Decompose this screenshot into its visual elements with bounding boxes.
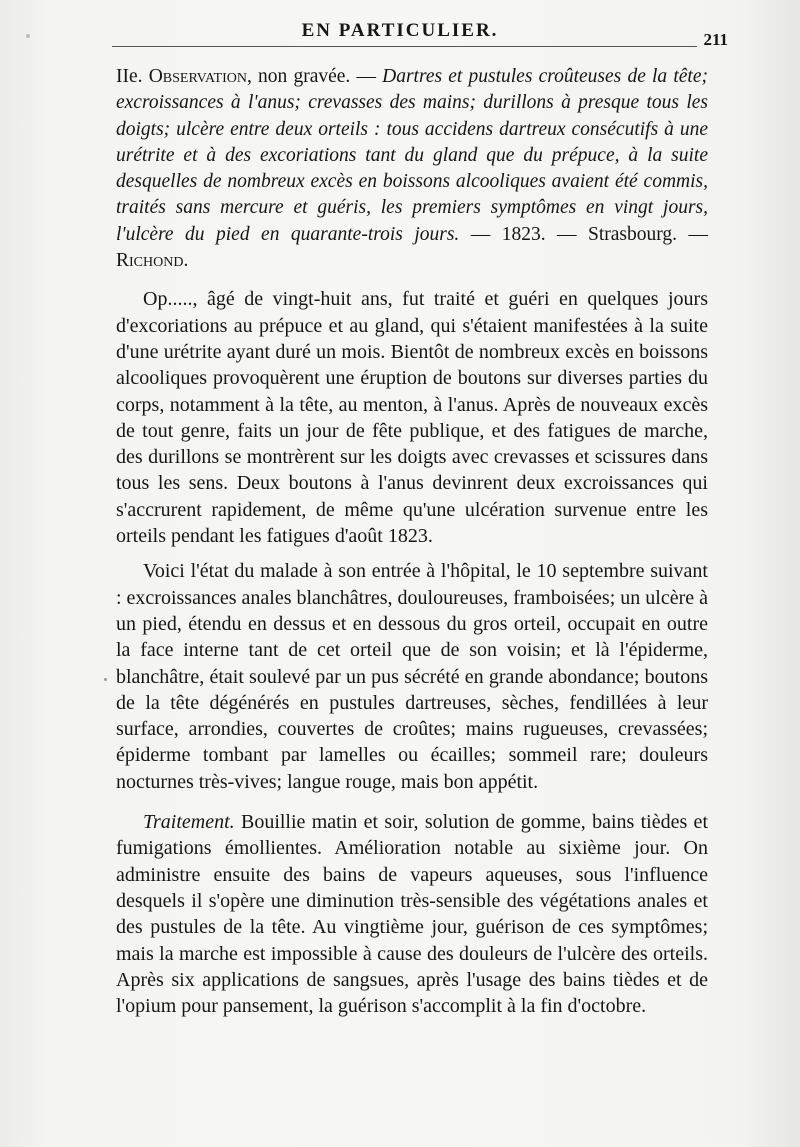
observation-citation: — 1823. — Strasbourg. — bbox=[459, 223, 708, 245]
header-rule bbox=[112, 46, 697, 47]
observation-summary: Dartres et pustules croûteuses de la tête; excroissances à l'anus; crevasses des mains; durillons à presque tous les doigts; ulcère entre deux orteils : tous accidens dartreux consécutifs à une urétrite et à des excoriations tant du gland que du prépuce, à la suite desquelles de nombreux excès en boissons alcooliques avaient été commis, traités sans mercure et guéris, les premiers symptômes en vingt jours, l'ulcère du pied en quarante-trois jours. bbox=[116, 66, 708, 245]
treatment-text: Bouillie matin et soir, solution de gomme, bains tièdes et fumigations émollientes. Amélioration notable au sixième jour. On administre ensuite des bains de vapeurs aqueuses, sous l'influence desquels il s'opère une diminution très-sensible des végétations anales et des pustules de la tête. Au vingtième jour, guérison de ces symptômes; mais la marche est impossible à cause des douleurs de l'ulcère des orteils. Après six applications de sangsues, après l'usage des bains tièdes et de l'opium pour pansement, la guérison s'accomplit à la fin d'octobre. bbox=[116, 811, 708, 1018]
paragraph-history: Op....., âgé de vingt-huit ans, fut traité et guéri en quelques jours d'excoriations au prépuce et au gland, qui s'étaient manifestées à la suite d'une urétrite ayant duré un mois. Bientôt de nombreux excès en boissons alcooliques provoquèrent une éruption de boutons sur diverses parties du corps, notamment à la tête, au menton, à l'anus. Après de nouveaux excès de tout genre, faits un jour de fête publique, et des fatigues de marche, des durillons se montrèrent sur les doigts avec crevasses et scissures dans tous les sens. Deux boutons à l'anus devinrent deux excroissances qui s'accrurent rapidement, de même qu'une ulcération survenue entre les orteils pendant les fatigues d'août 1823. bbox=[116, 288, 708, 548]
running-head: EN PARTICULIER. bbox=[301, 20, 499, 41]
observation-author: Richond. bbox=[116, 250, 189, 272]
observation-heading bbox=[116, 64, 708, 274]
observation-number: IIe. bbox=[116, 66, 143, 87]
treatment-lead: Traitement. bbox=[143, 811, 235, 834]
page-body bbox=[116, 64, 708, 1019]
page-number: 211 bbox=[703, 30, 728, 49]
observation-qualifier: , non gravée. — bbox=[246, 66, 383, 87]
observation-label: Observation bbox=[148, 66, 247, 87]
paragraph-treatment bbox=[116, 809, 708, 1019]
paper-speck bbox=[104, 678, 107, 681]
paragraph-admission-state: Voici l'état du malade à son entrée à l'hôpital, le 10 septembre suivant : excroissances anales blanchâtres, douloureuses, framboisées; un ulcère à un pied, étendu en dessus et en dessous du gros orteil, occupait en outre la face interne tant de cet orteil que de son voisin; et là l'épiderme, blanchâtre, était soulevé par un pus sécrété en grande abondance; boutons de la tête dégénérés en pustules dartreuses, sèches, fendillées à leur surface, arrondies, couvertes de croûtes; mains rugueuses, crevassées; épiderme tombant par lamelles ou écailles; sommeil rare; douleurs nocturnes très-vives; langue rouge, mais bon appétit. bbox=[116, 560, 708, 793]
